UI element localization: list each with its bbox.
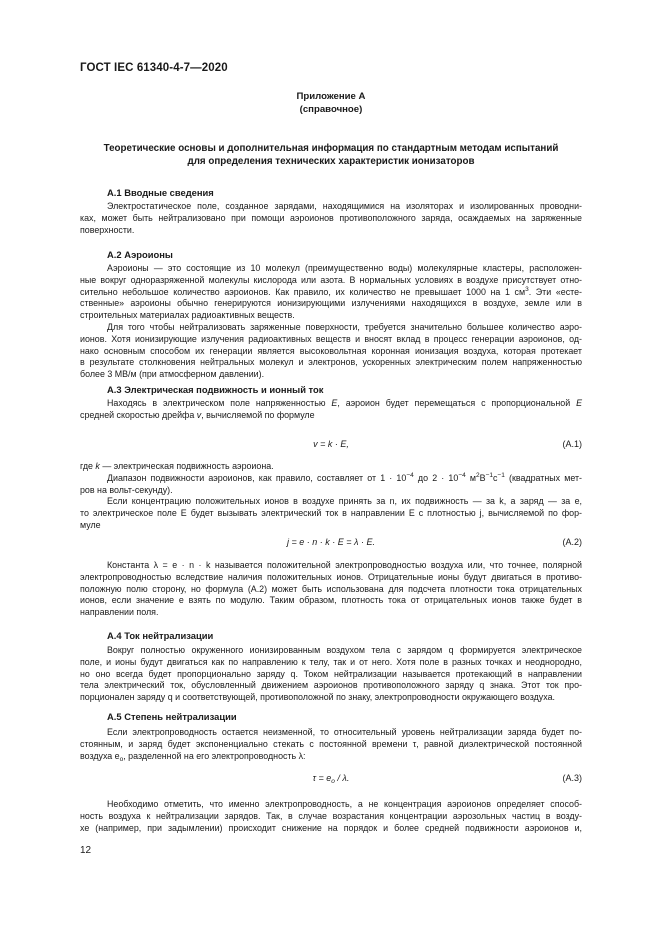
formula-a2 xyxy=(80,537,582,550)
text-line: направлении поля. xyxy=(80,607,159,618)
text-line: электропроводностью вследствие наличия положительных ионов. Отрицательные ионы будут двигаться в противо- xyxy=(80,571,582,582)
text-line: ках, может быть нейтрализовано при помощи аэроионов противоположного заряда, осаждаемых на заряженные xyxy=(80,212,582,223)
text-line: где k — электрическая подвижность аэроиона. xyxy=(80,461,274,471)
text-line: Аэроионы — это состоящие из 10 молекул (преимущественно воды) молекулярные кластеры, расположен- xyxy=(107,263,582,273)
text-line: Если электропроводность остается неизменной, то относительный уровень нейтрализации заряда будет по- xyxy=(107,727,582,737)
text-line: но оно всегда будет пропорционально заряду q. Током нейтрализации называется протекающий в направлении xyxy=(80,668,582,679)
text-line: положную полю сторону, но формула (А.2) может быть использована для подсчета плотности тока отрицательных xyxy=(80,583,582,594)
section-heading-a5: А.5 Степень нейтрализации xyxy=(107,711,237,722)
text-line: Необходимо отметить, что именно электропроводность, а не концентрация аэроионов определяет способ- xyxy=(107,799,582,809)
section-heading-a2: А.2 Аэроионы xyxy=(107,249,173,260)
formula-a3 xyxy=(80,773,582,786)
paragraph-a3-1 xyxy=(80,398,582,422)
text-line: Диапазон подвижности аэроионов, как правило, составляет от $1 \cdot 10^{-4}$ до $2 \cdot 10^{-4}$ $м^2В^{-1}с^{-1}$ (квадратных мет- xyxy=(107,471,582,483)
paragraph-a2-2 xyxy=(80,322,582,381)
formula-expression: j = e · n · k · E = λ · E. xyxy=(287,537,375,547)
text-line: ность воздуха к нейтрализации зарядов. Так, в случае возрастания концентрации аэрозольных частиц в возду- xyxy=(80,810,582,821)
paragraph-a3-3 xyxy=(80,560,582,619)
text-line: ров на вольт-секунду). xyxy=(80,484,173,495)
section-heading-a4: А.4 Ток нейтрализации xyxy=(107,630,214,641)
text-line: ионов. Хотя ионизирующие излучения радиоактивных веществ и вносят вклад в процесс генерации аэроионов, од- xyxy=(80,333,582,344)
annex-heading-line: Теоретические основы и дополнительная информация по стандартным методам испытаний xyxy=(103,143,559,154)
formula-expression: $\tau = e_o / \lambda$. xyxy=(312,773,350,785)
text-line: в результате столкновения нейтральных молекул и электронов, ускоренных электрическим полем напряженностью xyxy=(80,357,582,368)
paragraph-a1 xyxy=(80,201,582,236)
paragraph-a2-1 xyxy=(80,263,582,322)
text-line: сительно небольшое количество аэроионов. Как правило, их количество не превышает 1000 на 1 $см^3$. Эти «есте- xyxy=(80,285,582,297)
text-line: Если концентрацию положительных ионов в воздухе принять за n, их подвижность — за k, а заряд — за e, xyxy=(107,496,582,507)
annex-label: Приложение А xyxy=(296,91,366,102)
page-number: 12 xyxy=(80,845,92,856)
text-line: ственные» аэроионы обычно генерируются ионизирующими излучениями находящихся в воздухе, земле или в xyxy=(80,298,582,309)
annex-title xyxy=(80,91,582,116)
section-heading-a1: А.1 Вводные сведения xyxy=(107,187,214,198)
annex-type: (справочное) xyxy=(299,103,363,115)
text-line: Электростатическое поле, созданное зарядами, находящимися на изоляторах и изолированных проводни- xyxy=(107,201,582,211)
text-line: ионов, если значение e взять по модулю. Таким образом, плотность тока от отрицательных ионов также будет в xyxy=(80,595,582,606)
text-line: нако основным способом их генерации является высоковольтная коронная ионизация воздуха, которая протекает xyxy=(80,345,582,356)
standard-designation: ГОСТ IEC 61340-4-7—2020 xyxy=(80,62,228,74)
text-line: поле, и ионы будут двигаться как по направлению к телу, так и от него. Хотя поле в разных точках и неоднородно, xyxy=(80,656,582,667)
text-line: Вокруг полностью окруженного ионизированным воздухом тела с зарядом q формируется электрическое xyxy=(107,645,582,655)
formula-expression: v = k · E, xyxy=(313,439,349,449)
formula-a1 xyxy=(80,439,582,452)
text-line: Находясь в электрическом поле напряженностью E, аэроион будет перемещаться с пропорциональной E xyxy=(107,398,582,408)
section-heading-a3: А.3 Электрическая подвижность и ионный ток xyxy=(107,384,324,395)
annex-heading-line: для определения технических характеристик ионизаторов xyxy=(187,155,475,167)
text-line: то электрическое поле E будет вызывать электрический ток в направлении E с плотностью j, вычисляемой по фор- xyxy=(80,508,582,519)
text-line: строительных материалах радиоактивных веществ. xyxy=(80,310,295,321)
text-line: порционален заряду q и соответствующей, противоположной по знаку, электропроводности окружающего воздуха. xyxy=(80,692,555,703)
text-line: стоянным, и заряд будет экспоненциально стекать с постоянной времени τ, равной диэлектрической постоянной xyxy=(80,738,582,749)
text-line: более 3 МВ/м (при атмосферном давлении). xyxy=(80,369,265,380)
text-line: средней скоростью дрейфа v, вычисляемой по формуле xyxy=(80,409,315,420)
text-line: поверхности. xyxy=(80,224,135,235)
paragraph-a3-2 xyxy=(80,461,582,532)
formula-number: (А.2) xyxy=(562,537,582,547)
text-line: муле xyxy=(80,519,101,530)
formula-number: (А.3) xyxy=(562,773,582,783)
formula-number: (А.1) xyxy=(562,439,582,449)
paragraph-a5-2 xyxy=(80,799,582,834)
text-line: воздуха $e_o$, разделенной на его электропроводность λ: xyxy=(80,750,306,763)
paragraph-a4 xyxy=(80,645,582,704)
paragraph-a5-1 xyxy=(80,727,582,762)
text-line: тела электрический ток, обусловленный движением аэроионов противоположного заряду q знака. Этот ток про- xyxy=(80,680,582,691)
annex-heading xyxy=(80,143,582,168)
text-line: хе (например, при задымлении) происходит снижение на порядок и более средней подвижности аэроионов и, xyxy=(80,822,582,833)
text-line: ные вокруг одноразряженной молекулы кислорода или азота. В нормальных условиях в воздухе присутствует отно- xyxy=(80,274,582,285)
text-line: Для того чтобы нейтрализовать заряженные поверхности, требуется значительно большее количество аэро- xyxy=(107,322,582,332)
text-line: Константа λ = e · n · k называется положительной электропроводностью воздуха или, что точнее, полярной xyxy=(107,560,582,570)
